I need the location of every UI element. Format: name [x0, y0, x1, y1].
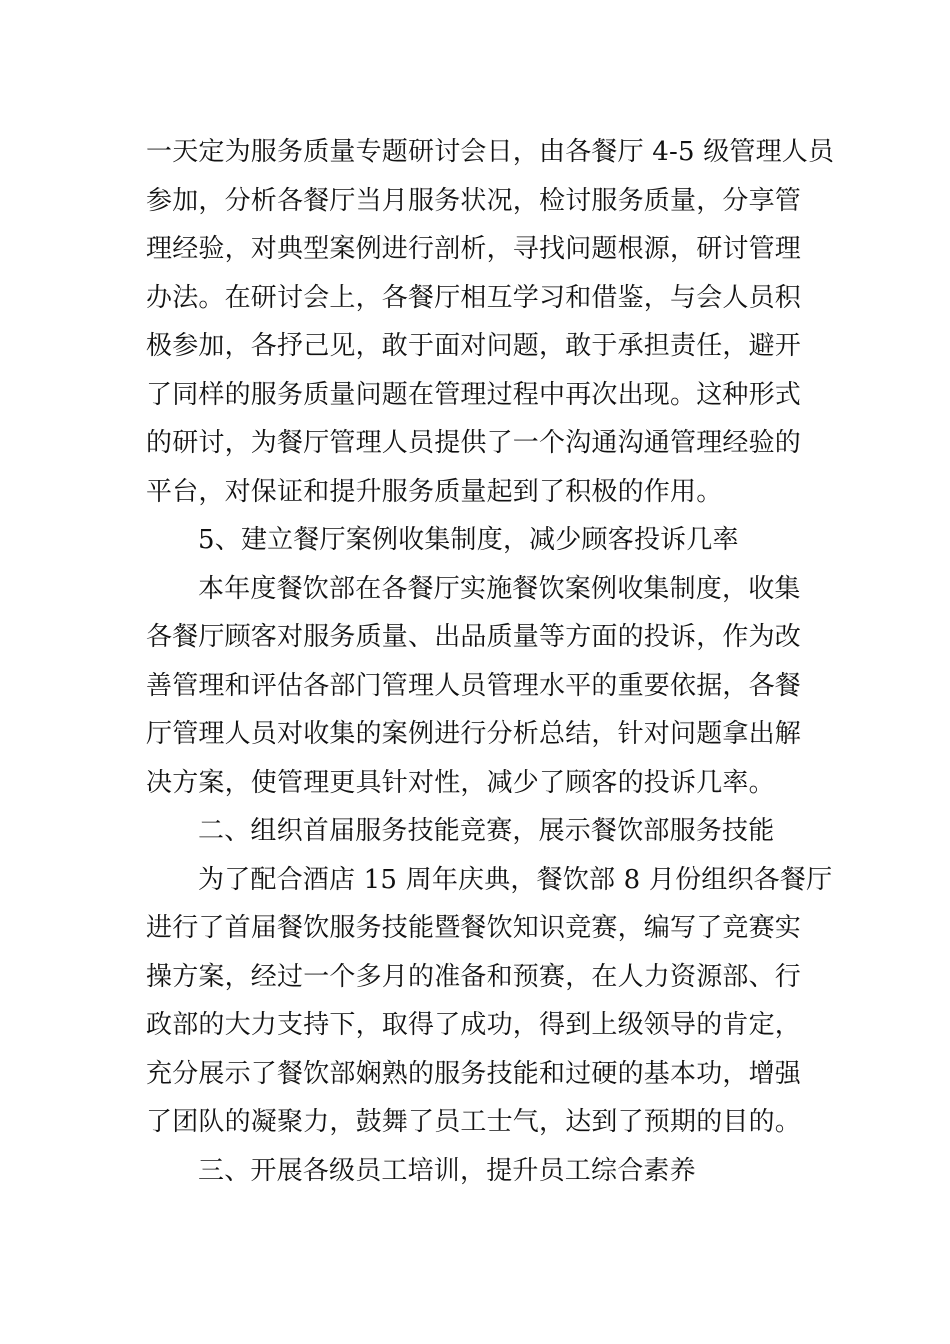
text-line: 参加，分析各餐厅当月服务状况，检讨服务质量，分享管 [146, 185, 802, 216]
text-line: 平台，对保证和提升服务质量起到了积极的作用。 [146, 476, 723, 507]
text-line: 办法。在研讨会上，各餐厅相互学习和借鉴，与会人员积 [146, 282, 802, 313]
text-line: 了团队的凝聚力，鼓舞了员工士气，达到了预期的目的。 [146, 1107, 802, 1137]
text-line: 充分展示了餐饮部娴熟的服务技能和过硬的基本功，增强 [146, 1058, 802, 1089]
text-line: 了同样的服务质量问题在管理过程中再次出现。这种形式 [146, 379, 802, 410]
paragraph-first-line: 为了配合酒店 15 周年庆典，餐饮部 8 月份组织各餐厅 [198, 864, 833, 895]
text-line: 极参加，各抒己见，敢于面对问题，敢于承担责任，避开 [146, 331, 802, 361]
section-heading: 二、组织首届服务技能竞赛，展示餐饮部服务技能 [198, 816, 775, 846]
text-line: 的研讨，为餐厅管理人员提供了一个沟通沟通管理经验的 [146, 428, 802, 458]
text-line: 理经验，对典型案例进行剖析，寻找问题根源，研讨管理 [146, 234, 802, 264]
document-body [146, 128, 835, 1195]
paragraph-first-line: 本年度餐饮部在各餐厅实施餐饮案例收集制度，收集 [198, 573, 801, 604]
section-heading: 三、开展各级员工培训，提升员工综合素养 [198, 1155, 696, 1186]
text-line: 一天定为服务质量专题研讨会日，由各餐厅 4-5 级管理人员 [146, 137, 835, 167]
text-line: 各餐厅顾客对服务质量、出品质量等方面的投诉，作为改 [146, 622, 802, 652]
section-heading: 5、建立餐厅案例收集制度，减少顾客投诉几率 [198, 525, 739, 555]
text-line: 政部的大力支持下，取得了成功，得到上级领导的肯定， [146, 1010, 802, 1040]
text-line: 操方案，经过一个多月的准备和预赛，在人力资源部、行 [146, 961, 802, 992]
text-line: 决方案，使管理更具针对性，减少了顾客的投诉几率。 [146, 767, 775, 798]
text-line: 善管理和评估各部门管理人员管理水平的重要依据，各餐 [146, 670, 802, 701]
text-line: 厅管理人员对收集的案例进行分析总结，针对问题拿出解 [146, 719, 802, 749]
text-line: 进行了首届餐饮服务技能暨餐饮知识竞赛，编写了竞赛实 [146, 913, 802, 943]
